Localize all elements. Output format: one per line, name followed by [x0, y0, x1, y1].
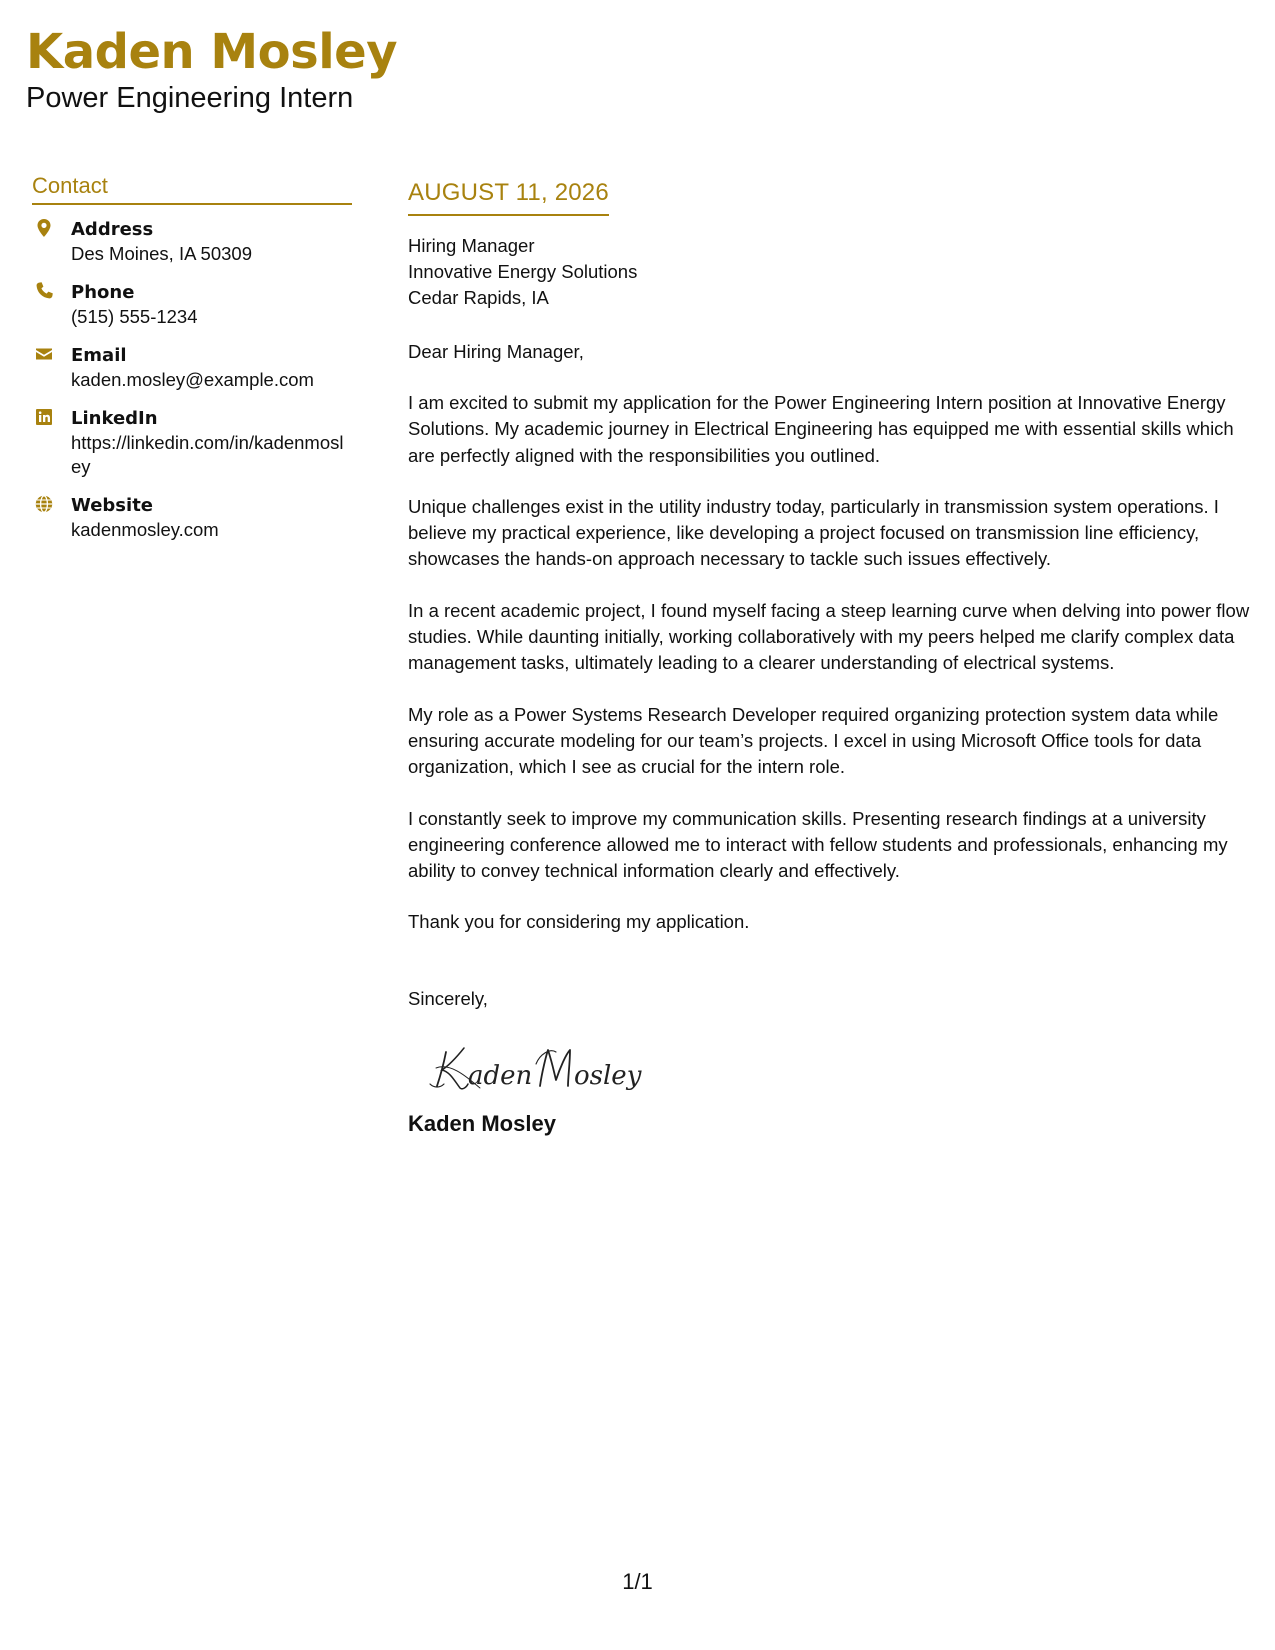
contact-heading: Contact	[32, 172, 352, 205]
paragraph: Unique challenges exist in the utility industry today, particularly in transmission system operations. I believe my practical experience, like developing a project focused on transmission line efficiency, showcases the hands-on approach necessary to tackle such issues effectively.	[408, 495, 1219, 570]
closing: Sincerely,	[408, 987, 488, 1009]
paragraph: In a recent academic project, I found myself facing a steep learning curve when delving into power flow studies. While daunting initially, working collaboratively with my peers helped me clarify complex data management tasks, ultimately leading to a clearer understanding of electrical systems.	[408, 599, 1250, 674]
contact-item-linkedin	[32, 406, 352, 479]
contact-item-address	[32, 217, 352, 266]
paragraph: I constantly seek to improve my communication skills. Presenting research findings at a university engineering conference allowed me to interact with fellow students and professionals, enhancing my ability to convey technical information clearly and effectively.	[408, 807, 1228, 882]
recipient-line: Cedar Rapids, IA	[408, 287, 549, 308]
paragraph: My role as a Power Systems Research Developer required organizing protection system data while ensuring accurate modeling for our team’s projects. I excel in using Microsoft Office tools for data organization, which I see as crucial for the intern role.	[408, 703, 1219, 778]
location-pin-icon	[34, 218, 54, 238]
recipient-block	[408, 233, 1253, 311]
svg-text:aden: aden	[468, 1060, 533, 1091]
letter-date: AUGUST 11, 2026	[408, 177, 609, 216]
contact-item-phone	[32, 280, 352, 329]
globe-icon	[34, 494, 54, 514]
contact-label: Address	[71, 219, 154, 240]
svg-text:osley: osley	[574, 1060, 642, 1091]
signature-image	[424, 1038, 654, 1096]
contact-item-email	[32, 343, 352, 392]
linkedin-icon	[34, 407, 54, 427]
address-value: Des Moines, IA 50309	[71, 243, 252, 264]
contact-label: Website	[71, 495, 154, 516]
candidate-name: Kaden Mosley	[26, 24, 397, 80]
contact-label: LinkedIn	[71, 408, 158, 429]
job-title: Power Engineering Intern	[26, 82, 354, 114]
website-link[interactable]: kadenmosley.com	[71, 519, 219, 540]
contact-item-website	[32, 493, 352, 542]
contact-sidebar	[32, 172, 352, 556]
signer-name: Kaden Mosley	[408, 1110, 556, 1136]
linkedin-link[interactable]: https://linkedin.com/in/kadenmosley	[71, 432, 344, 477]
paragraph: I am excited to submit my application for the Power Engineering Intern position at Innovative Energy Solutions. My academic journey in Electrical Engineering has equipped me with essential skills which are perfectly aligned with the responsibilities you outlined.	[408, 392, 1234, 466]
contact-label: Email	[71, 345, 127, 366]
contact-label: Phone	[71, 282, 135, 303]
envelope-icon	[34, 344, 54, 364]
email-link[interactable]: kaden.mosley@example.com	[71, 369, 314, 390]
salutation: Dear Hiring Manager,	[408, 341, 584, 362]
recipient-line: Hiring Manager	[408, 235, 535, 256]
phone-value: (515) 555-1234	[71, 306, 198, 327]
paragraph: Thank you for considering my application.	[408, 911, 750, 933]
page-number: 1/1	[622, 1569, 653, 1594]
recipient-line: Innovative Energy Solutions	[408, 261, 638, 282]
letter-body	[408, 177, 1253, 1138]
phone-icon	[34, 281, 54, 301]
